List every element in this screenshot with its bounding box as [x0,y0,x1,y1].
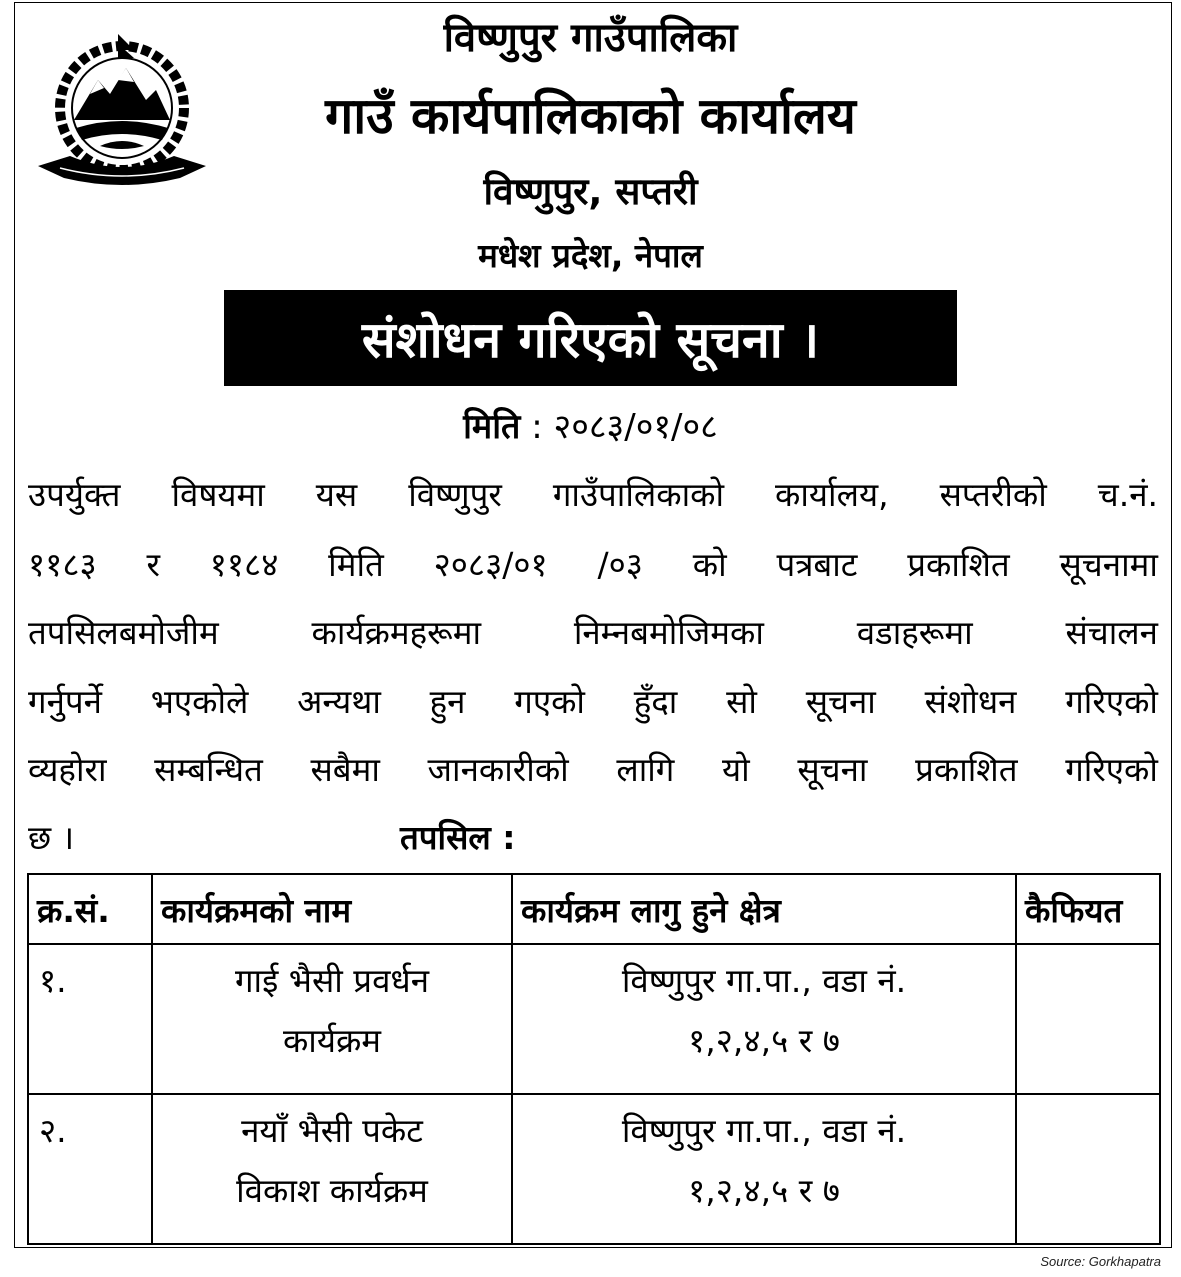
area-line: विष्णुपुर गा.पा., वडा नं. [621,1111,907,1150]
body-word: यस [315,475,358,514]
body-line [28,750,1158,790]
body-word: संशोधन [924,682,1017,721]
body-word: गरिएको [1065,682,1158,721]
province-country: मधेश प्रदेश, नेपाल [478,236,703,275]
cell-remarks [1016,944,1160,1094]
body-word: ११८३ [28,545,97,584]
body-word: विष्णुपुर [408,475,502,514]
program-name-line: नयाँ भैसी पकेट [241,1111,423,1150]
cell-sn: १. [28,944,152,1094]
body-word: गर्नुपर्ने [28,682,102,721]
body-word: ११८४ [209,545,279,584]
body-word: कार्यक्रमहरूमा [311,613,482,652]
body-line [28,613,1158,653]
body-word: मिति [328,545,384,584]
body-word: सूचनामा [1059,545,1158,584]
office-name: गाउँ कार्यपालिकाको कार्यालय [325,87,856,145]
cell-area [512,1094,1016,1244]
body-word: संचालन [1065,613,1158,652]
body-line [28,475,1158,515]
program-table [27,873,1161,1245]
cell-program-name [152,944,512,1094]
body-word: जानकारीको [427,750,569,789]
tapasil-label: तपसिल : [400,818,516,857]
table-row [28,944,1160,1094]
body-word: र [146,545,160,584]
date-label: मिति [463,407,521,447]
body-word: सबैमा [310,750,380,789]
body-end-row [28,818,928,858]
municipality-name: विष्णुपुर गाउँपालिका [443,15,738,61]
body-end: छ । [28,818,75,857]
body-word: /०३ [597,545,643,584]
body-word: व्यहोरा [28,750,107,789]
source-credit: Source: Gorkhapatra [1040,1254,1161,1269]
area-line: १,२,४,५ र ७ [688,1171,840,1210]
body-word: गरिएको [1065,750,1158,789]
body-word: हुन [429,682,466,721]
table-row [28,1094,1160,1244]
body-word: विषयमा [171,475,265,514]
body-word: सप्तरीको [939,475,1047,514]
body-word: को [692,545,727,584]
body-word: गएको [514,682,585,721]
body-line [28,545,1158,585]
notice-date [0,402,1181,448]
body-word: पत्रबाट [776,545,858,584]
program-name-line: गाई भैसी प्रवर्धन [234,961,430,1000]
body-word: कार्यालय, [775,475,889,514]
body-word: सम्बन्धित [154,750,263,789]
body-word: निम्नबमोजिमका [573,613,764,652]
col-header-sn: क्र.सं. [28,874,152,944]
body-word: प्रकाशित [907,545,1010,584]
body-word: तपसिलबमोजीम [28,613,219,652]
table-header-row [28,874,1160,944]
program-name-line: कार्यक्रम [282,1021,382,1060]
cell-remarks [1016,1094,1160,1244]
body-word: लागि [616,750,675,789]
body-word: सूचना [805,682,876,721]
body-word: हुँदा [633,682,678,721]
area-line: १,२,४,५ र ७ [688,1021,840,1060]
col-header-program-name: कार्यक्रमको नाम [152,874,512,944]
col-header-remarks: कैफियत [1016,874,1160,944]
body-word: अन्यथा [297,682,381,721]
body-word: भएकोले [150,682,249,721]
body-word: वडाहरूमा [856,613,973,652]
body-word: च.नं. [1097,475,1158,514]
office-location: विष्णुपुर, सप्तरी [483,170,698,213]
col-header-area: कार्यक्रम लागु हुने क्षेत्र [512,874,1016,944]
notice-title: संशोधन गरिएको सूचना । [224,290,957,386]
cell-sn: २. [28,1094,152,1244]
body-word: प्रकाशित [915,750,1018,789]
body-line [28,682,1158,722]
body-word: उपर्युक्त [28,475,121,514]
body-word: यो [722,750,750,789]
cell-area [512,944,1016,1094]
body-word: गाउँपालिकाको [552,475,725,514]
body-word: सूचना [797,750,868,789]
body-word: सो [726,682,757,721]
cell-program-name [152,1094,512,1244]
date-value: : २०८३/०१/०८ [531,407,718,447]
body-word: २०८३/०१ [433,545,548,584]
program-name-line: विकाश कार्यक्रम [236,1171,428,1210]
area-line: विष्णुपुर गा.पा., वडा नं. [621,961,907,1000]
